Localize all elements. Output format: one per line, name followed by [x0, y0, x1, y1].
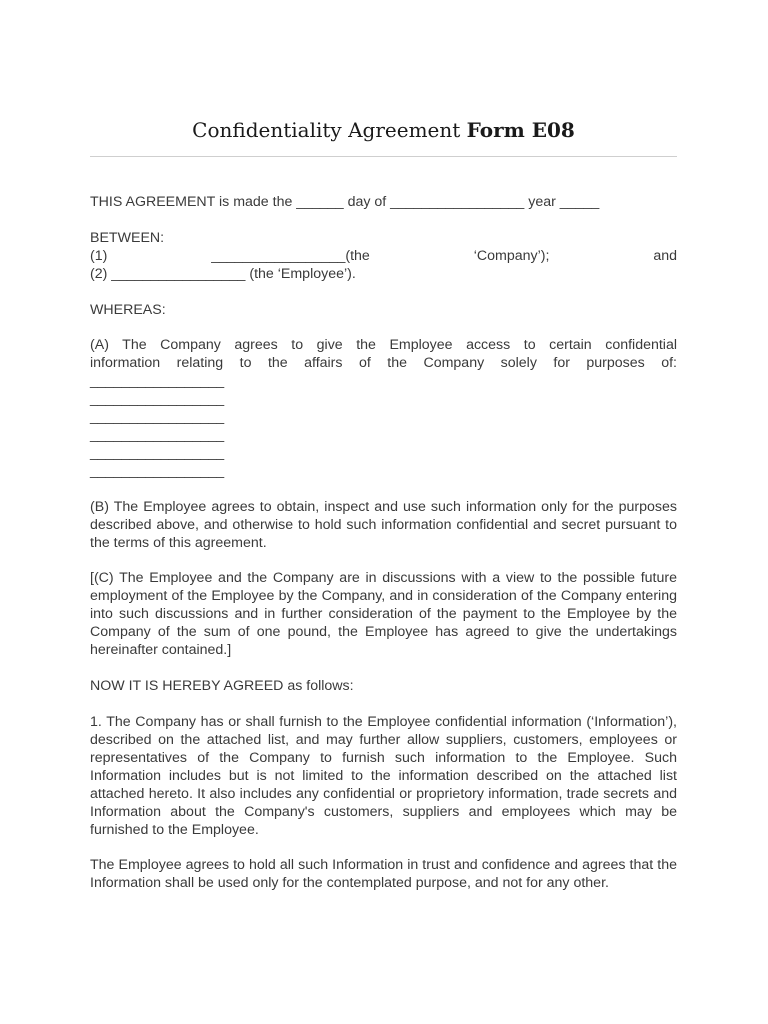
now-agreed-heading: NOW IT IS HEREBY AGREED as follows:: [90, 678, 354, 694]
clause-a-line-1: (A) The Company agrees to give the Employee access to certain confidential: [90, 337, 677, 353]
section-1: 1. The Company has or shall furnish to the Employee confidential information (‘Information’), described on the attached list, and may further allow suppliers, customers, employees or representatives of the Company to furnish such information to the Employee. Such Information includes but is not limited to the information described on the attached list attached hereto. It also includes any confidential or proprietory information, trade secrets and Information about the Company's customers, suppliers and employees which may be furnished to the Employee.: [90, 714, 677, 838]
clause-a-line-2: information relating to the affairs of the Company solely for purposes of:: [90, 355, 677, 371]
intro-paragraph: THIS AGREEMENT is made the ______ day of _________________ year _____: [90, 194, 600, 210]
purpose-blank-line: _________________: [90, 427, 225, 443]
party-1-number: (1): [90, 248, 108, 264]
clause-b: (B) The Employee agrees to obtain, inspect and use such information only for the purposes described above, and otherwise to hold such information confidential and secret pursuant to the terms of this agreement.: [90, 499, 677, 551]
purpose-blank-line: _________________: [90, 463, 225, 479]
party-2-line: (2) _________________ (the ‘Employee’).: [90, 266, 356, 282]
party-1-line: [90, 247, 677, 265]
party-1-blank: _________________(the: [211, 248, 370, 264]
whereas-heading: WHEREAS:: [90, 302, 166, 318]
party-1-role: ‘Company’);: [473, 248, 550, 264]
purpose-blank-line: _________________: [90, 391, 225, 407]
between-section: [90, 229, 677, 283]
clause-c: [(C) The Employee and the Company are in discussions with a view to the possible future employment of the Employee by the Company, and in consideration of the Company entering into such discussions and in further consideration of the payment to the Employee by the Company of the sum of one pound, the Employee has agreed to give the undertakings hereinafter contained.]: [90, 570, 677, 658]
title-divider: [90, 156, 677, 157]
between-label: BETWEEN:: [90, 230, 165, 246]
title-main: Confidentiality Agreement: [192, 118, 461, 142]
purpose-blank-line: _________________: [90, 409, 225, 425]
clause-a: [90, 336, 677, 480]
purpose-blank-line: _________________: [90, 445, 225, 461]
party-1-conjunction: and: [653, 248, 677, 264]
trust-paragraph: The Employee agrees to hold all such Information in trust and confidence and agrees that the Information shall be used only for the contemplated purpose, and not for any other.: [90, 857, 677, 891]
purpose-blank-line: _________________: [90, 373, 225, 389]
title-form-number: Form E08: [466, 118, 575, 142]
document-title: [90, 118, 677, 142]
